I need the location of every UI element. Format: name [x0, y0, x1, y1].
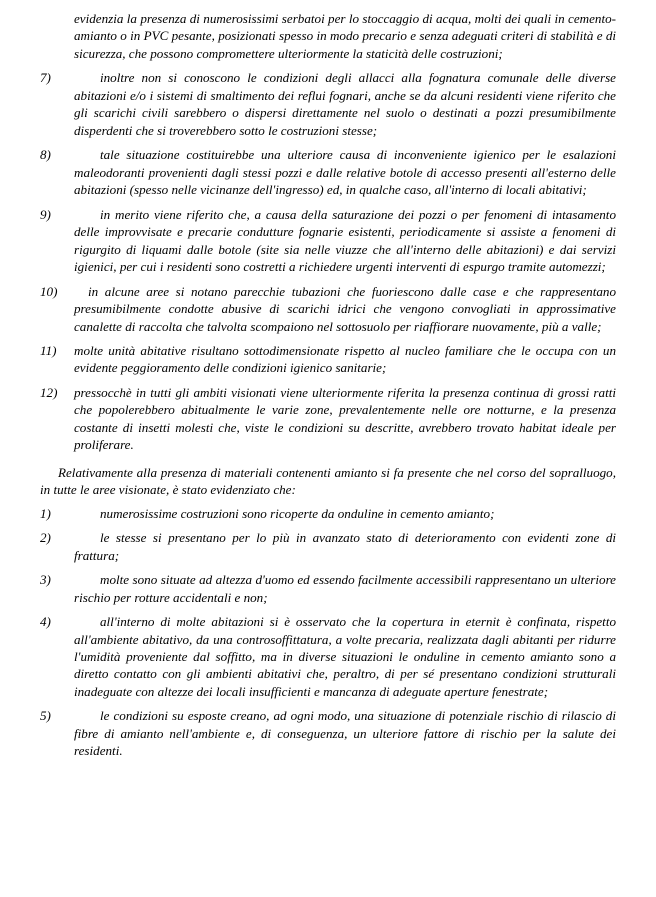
list-item-text: tale situazione costituirebbe una ulteriore causa di inconveniente igienico per le esalazioni maleodoranti provenienti dagli stessi pozzi e dalle relative botole di accesso presenti all'esterno delle abitazioni (spesso nelle vicinanze dell'ingresso) ed, in qualche caso, all'interno di locali abitativi; — [74, 147, 616, 198]
list-item — [40, 707, 616, 759]
list-item-number: 10) — [40, 283, 58, 299]
list-item-number: 5) — [40, 708, 51, 724]
list-item-text: all'interno di molte abitazioni si è osservato che la copertura in eternit è confinata, rispetto all'ambiente abitativo, da una controsoffittatura, a volte precaria, realizzata dagli abitanti per ridurre l'umidità proveniente dal soffitto, ma in diverse situazioni le onduline in cemento amianto sono a diretto contatto con gli ambienti abitativi che, peraltro, di per sé presentano condizioni strutturali inadeguate con altezze dei locali insufficienti e mancanza di adeguate aperture fenestrate; — [74, 614, 616, 699]
list-item-text: numerosissime costruzioni sono ricoperte da onduline in cemento amianto; — [100, 505, 495, 521]
list-item-number: 3) — [40, 572, 51, 588]
list-item-number: 8) — [40, 147, 51, 163]
list-item-text: le condizioni su esposte creano, ad ogni modo, una situazione di potenziale rischio di rilascio di fibre di amianto nell'ambiente e, di conseguenza, un ulteriore fattore di rischio per la salute dei residenti. — [74, 708, 616, 759]
list-item — [40, 69, 616, 139]
list-item-number: 12) — [40, 384, 58, 400]
list-item — [40, 206, 616, 276]
list-item — [40, 342, 616, 377]
list-item-number: 7) — [40, 70, 51, 86]
list-item-number: 4) — [40, 614, 51, 630]
list-item — [40, 571, 616, 606]
list-item-text: inoltre non si conoscono le condizioni degli allacci alla fognatura comunale delle diverse abitazioni e/o i sistemi di smaltimento dei reflui fognari, anche se da alcuni residenti viene riferito che gli scarichi civili sarebbero o dispersi direttamente nel suolo o destinati a pozzi presumibilmente disperdenti che si troverebbero sotto le costruzioni stesse; — [74, 70, 616, 138]
list-item — [40, 384, 616, 454]
list-item-number: 9) — [40, 206, 51, 222]
list-item-text: in alcune aree si notano parecchie tubazioni che fuoriescono dalle case e che rappresentano presumibilmente condotte abusive di scarichi idrici che vengono convogliati in approssimative canalette di raccolta che talvolta scompaiono nel sottosuolo per riaffiorare nuovamente, più a valle; — [74, 283, 616, 334]
section-intro-paragraph: Relativamente alla presenza di materiali contenenti amianto si fa presente che nel corso del sopralluogo, in tutte le aree visionate, è stato evidenziato che: — [40, 464, 616, 498]
list-item — [40, 613, 616, 700]
list-item — [40, 529, 616, 564]
list-item — [40, 505, 616, 522]
list-item — [40, 146, 616, 198]
list-item — [40, 283, 616, 335]
list-item-number: 2) — [40, 530, 51, 546]
list-item-number: 11) — [40, 342, 57, 358]
list-item-number: 1) — [40, 505, 51, 521]
list-item-text: molte sono situate ad altezza d'uomo ed essendo facilmente accessibili rappresentano un ulteriore rischio per rotture accidentali e non; — [74, 572, 616, 605]
intro-continuation-paragraph: evidenzia la presenza di numerosissimi serbatoi per lo stoccaggio di acqua, molti dei quali in cemento-amianto o in PVC pesante, posizionati spesso in modo precario e senza adeguati criteri di stabilità e di sicurezza, che possono compromettere ulteriormente la staticità delle costruzioni; — [74, 11, 616, 61]
list-item-text: le stesse si presentano per lo più in avanzato stato di deterioramento con evidenti zone di frattura; — [74, 530, 616, 563]
list-item-text: molte unità abitative risultano sottodimensionate rispetto al nucleo familiare che le occupa con un evidente peggioramento delle condizioni igienico sanitarie; — [74, 342, 616, 376]
list-item-text: in merito viene riferito che, a causa della saturazione dei pozzi o per fenomeni di intasamento delle improvvisate e precarie condutture fognarie esistenti, periodicamente si assiste a fenomeni di rigurgito di liquami dalle botole (site sia nelle viuzze che all'interno delle abitazioni) e dai servizi igienici, per cui i residenti sono costretti a richiedere urgenti interventi di espurgo tramite automezzi; — [74, 206, 616, 275]
list-item-text: pressocchè in tutti gli ambiti visionati viene ulteriormente riferita la presenza continua di grossi ratti che popolerebbero abitualmente le varie zone, prevalentemente nelle ore notturne, e la presenza costante di insetti molesti che, viste le condizioni su descritte, avrebbero trovato habitat ideale per proliferare. — [74, 384, 616, 453]
